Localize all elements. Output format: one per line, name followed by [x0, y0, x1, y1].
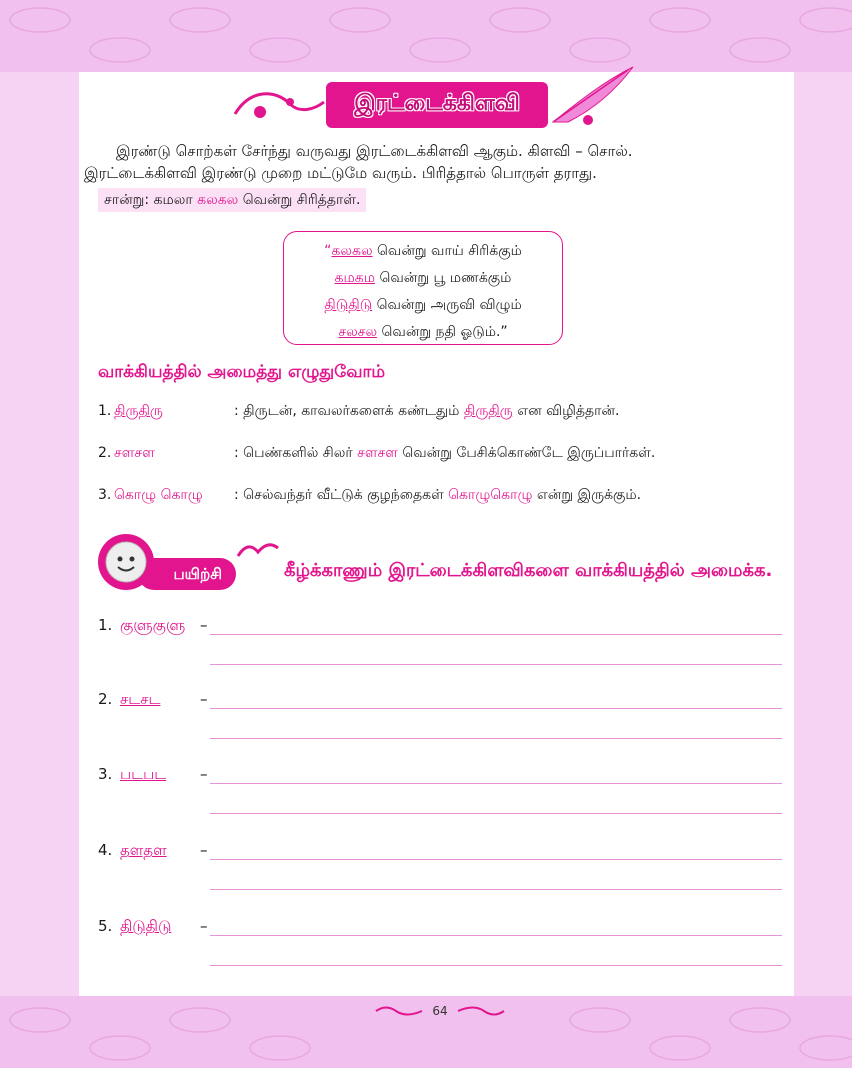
- sentence-text: என விழித்தான்.: [512, 403, 620, 419]
- exercise-dash: –: [200, 765, 208, 783]
- exercise-dash: –: [200, 841, 208, 859]
- feather-icon: [548, 62, 640, 134]
- sentence-highlight: கொழுகொழு: [448, 487, 533, 503]
- page-footer: [360, 1000, 520, 1022]
- poem-line: [284, 319, 562, 346]
- exercise-word: குளுகுளு: [120, 616, 186, 634]
- poem-word: சலசல: [338, 324, 378, 340]
- poem-quote: “: [324, 243, 332, 259]
- exercise-word: திடுதிடு: [120, 917, 172, 935]
- poem-word: கமகம: [334, 270, 375, 286]
- sentence-row: [98, 442, 778, 464]
- sentence-highlight: சளசள: [357, 445, 398, 461]
- exercise-number: 3.: [98, 765, 113, 783]
- sentence-text: : பெண்களில் சிலர்: [234, 445, 358, 461]
- title-banner: [230, 70, 640, 140]
- exercise-dash: –: [200, 917, 208, 935]
- sentence-number: 3.: [98, 487, 112, 503]
- exercise-label: [98, 690, 161, 710]
- example-prefix: சான்று: கமலா: [104, 192, 198, 208]
- page-title: இரட்டைக்கிளவி: [326, 82, 548, 128]
- exercise-dash: –: [200, 690, 208, 708]
- exercise-number: 1.: [98, 616, 113, 634]
- answer-line[interactable]: [210, 813, 782, 814]
- sentence-text: : செல்வந்தர் வீட்டுக் குழந்தைகள்: [234, 487, 449, 503]
- poem-line: [284, 238, 562, 265]
- poem-rest: வென்று அருவி விழும்: [372, 297, 522, 313]
- practice-title: கீழ்க்காணும் இரட்டைக்கிளவிகளை வாக்கியத்தில் அமைக்க.: [284, 560, 773, 581]
- practice-header: [96, 532, 776, 602]
- left-footer-ornament-icon: [374, 1004, 424, 1018]
- exercise-word: தளதள: [120, 841, 167, 859]
- right-footer-ornament-icon: [456, 1004, 506, 1018]
- answer-line[interactable]: [210, 859, 782, 860]
- answer-line[interactable]: [210, 634, 782, 635]
- answer-line[interactable]: [210, 664, 782, 665]
- intro-line-1: இரண்டு சொற்கள் சேர்ந்து வருவது இரட்டைக்கிளவி ஆகும். கிளவி – சொல்.: [116, 142, 633, 160]
- poem-line: [284, 265, 562, 292]
- sentence-word: திருதிரு: [114, 403, 163, 419]
- answer-line[interactable]: [210, 708, 782, 709]
- exercise-label: [98, 917, 171, 937]
- exercise-label: [98, 841, 167, 861]
- poem-word: திடுதிடு: [324, 297, 373, 313]
- answer-line[interactable]: [210, 889, 782, 890]
- example-word: கலகல: [197, 192, 239, 208]
- exercise-label: [98, 765, 166, 785]
- answer-line[interactable]: [210, 738, 782, 739]
- exercise-dash: –: [200, 616, 208, 634]
- example-sentence: [98, 188, 366, 212]
- exercise-number: 2.: [98, 690, 113, 708]
- answer-line[interactable]: [210, 965, 782, 966]
- sentence-row: [98, 400, 778, 422]
- left-margin: [0, 72, 79, 996]
- poem-word: கலகல: [331, 243, 373, 259]
- sentence-number: 2.: [98, 445, 112, 461]
- exercise-word: சடசட: [120, 690, 161, 708]
- answer-line[interactable]: [210, 935, 782, 936]
- poem-line: [284, 292, 562, 319]
- exercise-word: படபட: [120, 765, 167, 783]
- sentence-text: : திருடன், காவலர்களைக் கண்டதும்: [234, 403, 464, 419]
- sentence-word: கொழு கொழு: [114, 487, 203, 503]
- answer-line[interactable]: [210, 783, 782, 784]
- top-decorative-band: [0, 0, 852, 72]
- page-number: 64: [432, 1004, 448, 1018]
- example-suffix: வென்று சிரித்தாள்.: [238, 192, 361, 208]
- poem-box: [283, 231, 563, 345]
- section-title: வாக்கியத்தில் அமைத்து எழுதுவோம்: [98, 362, 386, 382]
- sentence-word: சளசள: [114, 445, 155, 461]
- sentence-number: 1.: [98, 403, 112, 419]
- intro-line-2: இரட்டைக்கிளவி இரண்டு முறை மட்டுமே வரும். பிரித்தால் பொருள் தராது.: [84, 164, 597, 182]
- left-flourish-icon: [230, 84, 326, 124]
- practice-badge: பயிற்சி: [138, 558, 236, 590]
- sentence-text: வென்று பேசிக்கொண்டே இருப்பார்கள்.: [397, 445, 656, 461]
- bird-icon: [236, 538, 280, 560]
- smiling-sun-icon: [96, 532, 156, 592]
- exercise-number: 4.: [98, 841, 113, 859]
- exercise-number: 5.: [98, 917, 113, 935]
- poem-rest: வென்று பூ மணக்கும்: [375, 270, 512, 286]
- sentence-text: என்று இருக்கும்.: [532, 487, 642, 503]
- sentence-row: [98, 484, 778, 506]
- sentence-highlight: திருதிரு: [463, 403, 513, 419]
- poem-rest: வென்று நதி ஓடும்.”: [377, 324, 508, 340]
- exercise-label: [98, 616, 185, 636]
- poem-rest: வென்று வாய் சிரிக்கும்: [372, 243, 522, 259]
- right-margin: [794, 72, 852, 996]
